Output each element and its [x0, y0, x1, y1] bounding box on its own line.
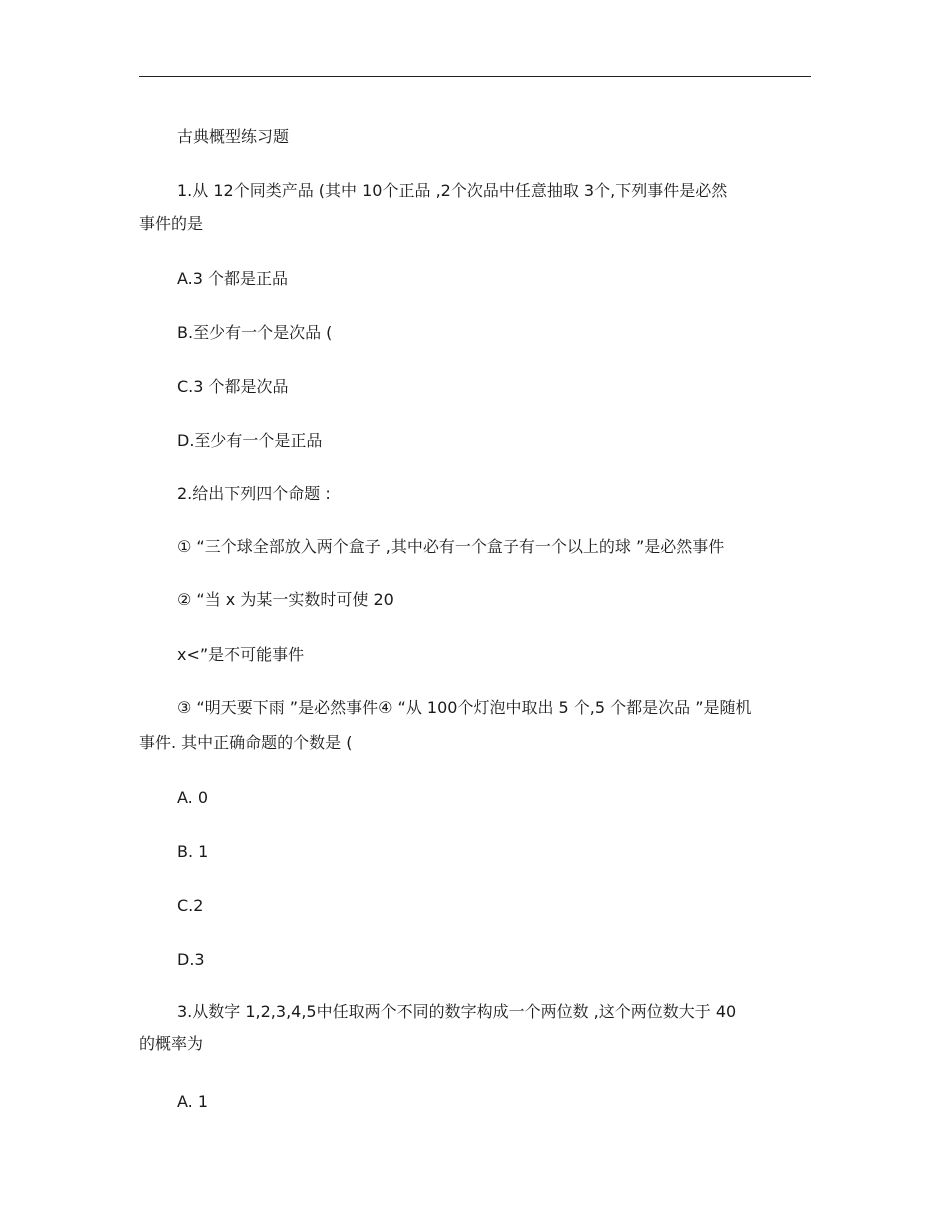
question-1-option-d: D.至少有一个是正品: [177, 431, 323, 450]
question-3-line-2: 的概率为: [139, 1034, 204, 1053]
question-2-proposition-3-4: ③ “明天要下雨 ”是必然事件④ “从 100个灯泡中取出 5 个,5 个都是次品 ”是随机: [177, 698, 752, 717]
question-1-line-2: 事件的是: [139, 214, 204, 233]
question-2-stem-end: 事件. 其中正确命题的个数是 (: [139, 733, 353, 752]
header-rule: [139, 76, 811, 77]
question-2-option-a: A. 0: [177, 788, 209, 807]
question-1-option-a: A.3 个都是正品: [177, 269, 289, 288]
question-3-line-1: 3.从数字 1,2,3,4,5中任取两个不同的数字构成一个两位数 ,这个两位数大于 40: [177, 1002, 737, 1021]
question-1-option-b: B.至少有一个是次品 (: [177, 323, 333, 342]
question-2-option-b: B. 1: [177, 842, 209, 861]
question-1-option-c: C.3 个都是次品: [177, 377, 289, 396]
question-1-line-1: 1.从 12个同类产品 (其中 10个正品 ,2个次品中任意抽取 3个,下列事件是必然: [177, 181, 728, 200]
document-title: 古典概型练习题: [177, 127, 290, 146]
question-2-option-c: C.2: [177, 896, 204, 915]
question-2-proposition-2: ② “当 x 为某一实数时可使 20: [177, 590, 394, 609]
question-2-proposition-2-cont: x<”是不可能事件: [177, 645, 305, 664]
question-2-stem: 2.给出下列四个命题 :: [177, 484, 331, 503]
question-2-option-d: D.3: [177, 950, 205, 969]
question-3-option-a: A. 1: [177, 1092, 209, 1111]
question-2-proposition-1: ① “三个球全部放入两个盒子 ,其中必有一个盒子有一个以上的球 ”是必然事件: [177, 537, 725, 556]
